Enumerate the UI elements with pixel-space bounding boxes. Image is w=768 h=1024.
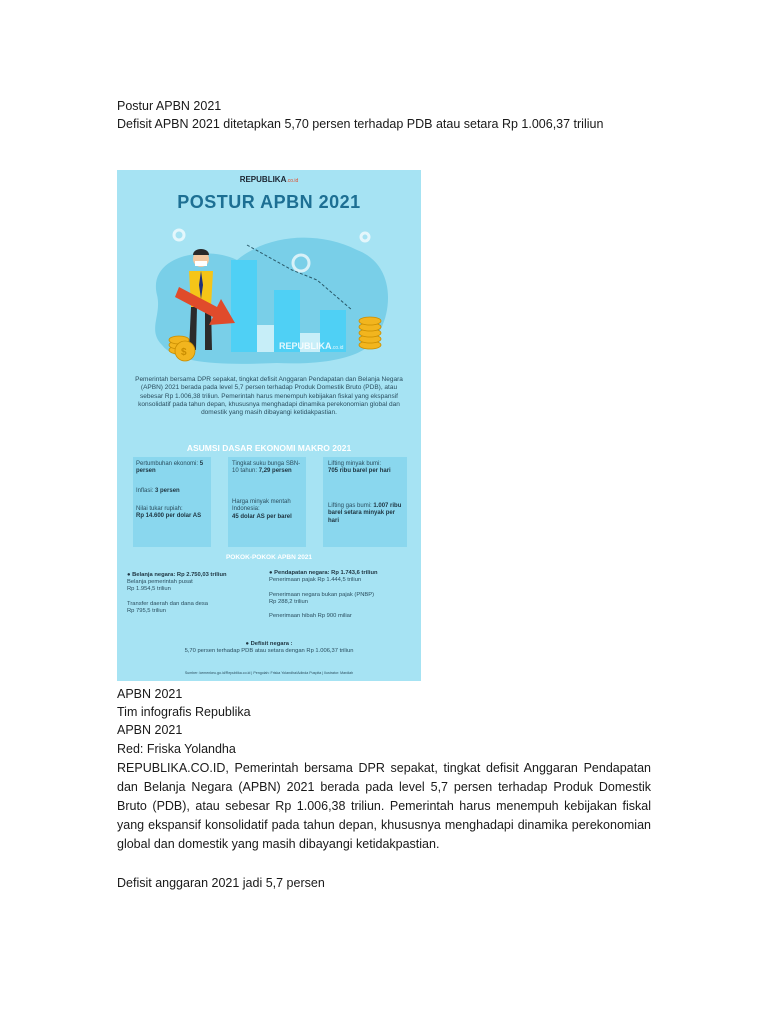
asumsi-harga-minyak: Harga minyak mentah Indonesia: 45 dolar AS per barel (232, 499, 292, 520)
asumsi-lifting-minyak: Lifting minyak bumi: 705 ribu barel per hari (328, 461, 391, 475)
caption-line-4: Red: Friska Yolandha (117, 742, 236, 756)
infographic-brand-logo: REPUBLIKA.co.id (239, 175, 299, 184)
defisit-negara: ● Defisit negara : 5,70 persen terhadap PDB atau setara dengan Rp 1.006,37 triliun (184, 641, 354, 655)
closing-line: Defisit anggaran 2021 jadi 5,7 persen (117, 876, 325, 890)
pokok-title: POKOK-POKOK APBN 2021 (225, 554, 313, 561)
doc-title: Postur APBN 2021 (117, 99, 222, 113)
infographic-intro: Pemerintah bersama DPR sepakat, tingkat defisit Anggaran Pendapatan dan Belanja Negara (APBN) 2021 berada pada level 5,7 persen terhadap Produk Domestik Bruto (PDB), atau sebesar Rp 1.006,38 triliun. Pemerintah harus menempuh kebijakan fiskal yang ekspansif konsolidatif pada tahun depan, khususnya menghadapi dinamika perekonomian global dan domestik yang masih dibayangi ketidakpastian. (135, 376, 403, 417)
infographic-title: POSTUR APBN 2021 (177, 192, 361, 212)
asumsi-title: ASUMSI DASAR EKONOMI MAKRO 2021 (186, 443, 352, 453)
asumsi-nilai-tukar: Nilai tukar rupiah: Rp 14.600 per dolar AS (136, 506, 202, 520)
infographic-illustration (117, 225, 421, 375)
asumsi-inflasi: Inflasi: 3 persen (136, 488, 180, 494)
infographic-source: Sumber: kemenkeu.go.id/Republika.co.id | Pengolah: Friska Yolandha/Adinda Puspita | Ilustrator: Mardiah (184, 671, 354, 675)
watermark-text: REPUBLIKA.co.id (279, 341, 344, 351)
caption-line-2: Tim infografis Republika (117, 705, 251, 719)
asumsi-lifting-gas: Lifting gas bumi: 1.007 ribu barel setara minyak per hari (328, 503, 402, 524)
caption-line-1: APBN 2021 (117, 687, 183, 701)
asumsi-suku-bunga: Tingkat suku bunga SBN-10 tahun: 7,29 persen (232, 461, 301, 475)
svg-text:$: $ (181, 347, 187, 358)
pendapatan-negara: ● Pendapatan negara: Rp 1.743,6 triliun Penerimaan pajak Rp 1.444,5 triliun Penerimaan negara bukan pajak (PNBP) Rp 288,2 triliun Penerimaan hibah Rp 900 miliar (269, 570, 378, 620)
doc-subtitle: Defisit APBN 2021 ditetapkan 5,70 persen terhadap PDB atau setara Rp 1.006,37 triliun (117, 117, 604, 131)
body-paragraph: REPUBLIKA.CO.ID, Pemerintah bersama DPR sepakat, tingkat defisit Anggaran Pendapatan dan Belanja Negara (APBN) 2021 berada pada level 5,7 persen terhadap Produk Domestik Bruto (PDB), atau sebesar Rp 1.006,38 triliun. Pemerintah harus menempuh kebijakan fiskal yang ekspansif konsolidatif pada tahun depan, khususnya menghadapi dinamika perekonomian global dan domestik yang masih dibayangi ketidakpastian. (117, 761, 651, 851)
asumsi-pertumbuhan: Pertumbuhan ekonomi: 5 persen (136, 461, 204, 475)
caption-line-3: APBN 2021 (117, 723, 183, 737)
infographic-image (117, 170, 421, 681)
belanja-negara: ● Belanja negara: Rp 2.750,03 triliun Belanja pemerintah pusat Rp 1.954,5 triliun Transfer daerah dan dana desa Rp 795,5 triliun (127, 572, 227, 615)
